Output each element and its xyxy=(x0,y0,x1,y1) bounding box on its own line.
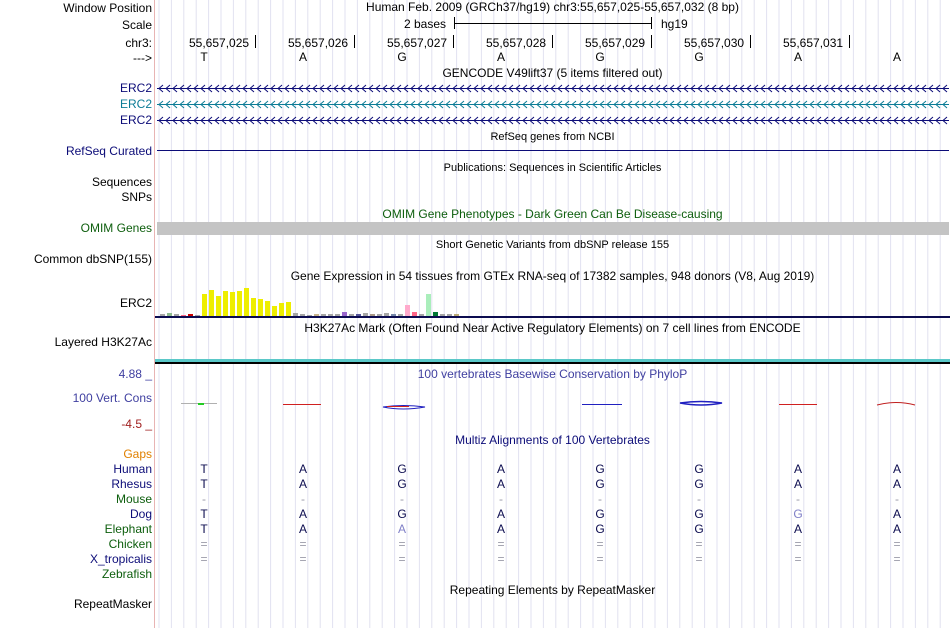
aligned-base: A xyxy=(397,522,406,536)
aligned-base: A xyxy=(496,507,505,521)
aligned-base: G xyxy=(694,522,704,536)
aligned-base: G xyxy=(595,462,605,476)
h3k27ac-title[interactable]: H3K27Ac Mark (Often Found Near Active Regulatory Elements) on 7 cell lines from ENCODE xyxy=(304,321,801,335)
phylop-min-label: -4.5 _ xyxy=(121,417,152,431)
gtex-tissue-bar[interactable] xyxy=(426,294,431,316)
window-position-label: Window Position xyxy=(63,1,152,15)
reference-base: G xyxy=(694,50,704,64)
refseq-label[interactable]: RefSeq Curated xyxy=(65,144,152,158)
snps-label[interactable]: SNPs xyxy=(121,190,152,204)
coordinate-tick-label: 55,657,027 xyxy=(387,36,448,50)
phylop-mark-1-peak xyxy=(198,403,204,405)
gtex-tissue-bar[interactable] xyxy=(244,288,249,316)
gtex-tissue-bar[interactable] xyxy=(405,305,410,316)
dbsnp-label[interactable]: Common dbSNP(155) xyxy=(33,252,152,266)
aligned-base: A xyxy=(793,522,802,536)
left-border xyxy=(154,0,155,628)
aligned-base: = xyxy=(200,552,208,566)
aligned-base: G xyxy=(397,462,407,476)
coordinate-tick-label: 55,657,026 xyxy=(288,36,349,50)
aligned-base: = xyxy=(497,537,505,551)
gtex-tissue-bar[interactable] xyxy=(286,302,291,316)
sequences-label[interactable]: Sequences xyxy=(91,175,152,189)
aligned-base: - xyxy=(499,492,503,506)
aligned-base: - xyxy=(400,492,404,506)
aligned-base: = xyxy=(299,537,307,551)
aligned-base: - xyxy=(697,492,701,506)
phylop-mark-6 xyxy=(779,404,817,405)
scale-label: Scale xyxy=(121,18,152,32)
gtex-tissue-bar[interactable] xyxy=(223,291,228,316)
aligned-base: = xyxy=(794,537,802,551)
coordinate-tick xyxy=(849,35,850,48)
gencode-item-label[interactable]: ERC2 xyxy=(119,113,152,127)
coordinate-tick-label: 55,657,029 xyxy=(585,36,646,50)
coordinate-tick-label: 55,657,025 xyxy=(189,36,250,50)
scale-bar-right-cap xyxy=(651,17,652,29)
gtex-tissue-bar[interactable] xyxy=(258,299,263,316)
aligned-base: G xyxy=(793,507,803,521)
aligned-base: T xyxy=(200,477,208,491)
reference-base: A xyxy=(496,50,505,64)
gencode-item-label[interactable]: ERC2 xyxy=(119,97,152,111)
reference-base: A xyxy=(793,50,802,64)
reference-base: T xyxy=(200,50,208,64)
aligned-base: A xyxy=(892,477,901,491)
refseq-gene-line[interactable] xyxy=(157,150,949,151)
species-label[interactable]: Human xyxy=(113,462,152,476)
phylop-label[interactable]: 100 Vert. Cons xyxy=(72,391,152,405)
aligned-base: A xyxy=(496,462,505,476)
h3k27ac-label[interactable]: Layered H3K27Ac xyxy=(54,335,152,349)
aligned-base: = xyxy=(398,552,406,566)
multiz-title[interactable]: Multiz Alignments of 100 Vertebrates xyxy=(455,433,650,447)
aligned-base: G xyxy=(694,507,704,521)
aligned-base: A xyxy=(496,522,505,536)
scale-db: hg19 xyxy=(661,17,688,31)
aligned-base: - xyxy=(301,492,305,506)
omim-label[interactable]: OMIM Genes xyxy=(80,221,152,235)
aligned-base: - xyxy=(202,492,206,506)
aligned-base: A xyxy=(298,522,307,536)
scale-bar xyxy=(454,23,652,24)
gtex-title[interactable]: Gene Expression in 54 tissues from GTEx RNA-seq of 17382 samples, 948 donors (V8, Aug 2019) xyxy=(290,269,815,283)
phylop-mark-4 xyxy=(582,404,622,405)
aligned-base: = xyxy=(893,552,901,566)
chrom-label: chr3: xyxy=(125,36,152,50)
phylop-mark-3-neg xyxy=(387,406,409,407)
coordinate-tick xyxy=(255,35,256,48)
species-label[interactable]: Chicken xyxy=(108,537,152,551)
aligned-base: = xyxy=(596,537,604,551)
reference-base: G xyxy=(595,50,605,64)
coordinate-tick-label: 55,657,031 xyxy=(783,36,844,50)
aligned-base: G xyxy=(397,477,407,491)
gtex-separator xyxy=(155,316,950,318)
gtex-tissue-bar[interactable] xyxy=(272,306,277,316)
aligned-base: A xyxy=(793,462,802,476)
refseq-title[interactable]: RefSeq genes from NCBI xyxy=(490,131,615,143)
gtex-tissue-bar[interactable] xyxy=(230,292,235,316)
gtex-tissue-bar[interactable] xyxy=(237,291,242,316)
aligned-base: T xyxy=(200,522,208,536)
gtex-bar-chart[interactable] xyxy=(160,284,520,316)
aligned-base: T xyxy=(200,462,208,476)
aligned-base: = xyxy=(497,552,505,566)
publications-title[interactable]: Publications: Sequences in Scientific Articles xyxy=(443,162,662,174)
omim-gene-bar[interactable] xyxy=(157,222,949,235)
aligned-base: = xyxy=(794,552,802,566)
gencode-transcript[interactable] xyxy=(157,84,949,93)
species-label[interactable]: X_tropicalis xyxy=(89,552,152,566)
gtex-tissue-bar[interactable] xyxy=(251,298,256,316)
gtex-tissue-bar[interactable] xyxy=(216,296,221,316)
species-label[interactable]: Rhesus xyxy=(111,477,152,491)
aligned-base: G xyxy=(595,507,605,521)
aligned-base: = xyxy=(200,537,208,551)
coordinate-tick xyxy=(750,35,751,48)
gtex-tissue-bar[interactable] xyxy=(202,294,207,316)
phylop-mark-2 xyxy=(283,404,321,405)
species-label[interactable]: Zebrafish xyxy=(101,567,152,581)
reference-base: G xyxy=(397,50,407,64)
reference-base: A xyxy=(298,50,307,64)
gaps-label[interactable]: Gaps xyxy=(123,447,152,461)
coordinate-tick xyxy=(453,35,454,48)
aligned-base: A xyxy=(892,507,901,521)
aligned-base: A xyxy=(892,462,901,476)
aligned-base: = xyxy=(893,537,901,551)
aligned-base: = xyxy=(596,552,604,566)
species-label[interactable]: Elephant xyxy=(104,522,152,536)
aligned-base: = xyxy=(299,552,307,566)
reference-base: A xyxy=(892,50,901,64)
gtex-tissue-bar[interactable] xyxy=(209,290,214,316)
aligned-base: - xyxy=(796,492,800,506)
gencode-transcript[interactable] xyxy=(157,116,949,125)
coordinate-tick xyxy=(354,35,355,48)
coordinate-tick-label: 55,657,030 xyxy=(684,36,745,50)
aligned-base: = xyxy=(398,537,406,551)
phylop-signal[interactable] xyxy=(155,396,950,412)
phylop-max-label: 4.88 _ xyxy=(118,367,152,381)
aligned-base: G xyxy=(595,522,605,536)
gencode-item-label[interactable]: ERC2 xyxy=(119,81,152,95)
aligned-base: A xyxy=(298,462,307,476)
omim-title[interactable]: OMIM Gene Phenotypes - Dark Green Can Be Disease-causing xyxy=(382,207,723,221)
aligned-base: A xyxy=(793,477,802,491)
aligned-base: - xyxy=(598,492,602,506)
aligned-base: A xyxy=(496,477,505,491)
aligned-base: = xyxy=(695,552,703,566)
aligned-base: A xyxy=(298,477,307,491)
phylop-title[interactable]: 100 vertebrates Basewise Conservation by PhyloP xyxy=(417,367,688,381)
species-label[interactable]: Mouse xyxy=(115,492,152,506)
gtex-label[interactable]: ERC2 xyxy=(119,296,152,310)
aligned-base: = xyxy=(695,537,703,551)
aligned-base: G xyxy=(397,507,407,521)
scale-bar-left-cap xyxy=(454,17,455,29)
aligned-base: G xyxy=(595,477,605,491)
phylop-mark-7 xyxy=(877,403,915,406)
aligned-base: T xyxy=(200,507,208,521)
repeatmasker-label[interactable]: RepeatMasker xyxy=(73,597,152,611)
coordinate-tick xyxy=(651,35,652,48)
dbsnp-title[interactable]: Short Genetic Variants from dbSNP release 155 xyxy=(435,239,670,251)
aligned-base: G xyxy=(694,462,704,476)
scale-text: 2 bases xyxy=(404,17,447,31)
phylop-mark-5 xyxy=(680,402,722,406)
coordinate-tick xyxy=(552,35,553,48)
species-label[interactable]: Dog xyxy=(129,507,152,521)
aligned-base: A xyxy=(892,522,901,536)
repeatmasker-title[interactable]: Repeating Elements by RepeatMasker xyxy=(449,583,656,597)
gtex-tissue-bar[interactable] xyxy=(279,303,284,316)
coordinate-tick-label: 55,657,028 xyxy=(486,36,547,50)
aligned-base: - xyxy=(895,492,899,506)
aligned-base: G xyxy=(694,477,704,491)
assembly-position: Human Feb. 2009 (GRCh37/hg19) chr3:55,657,025-55,657,032 (8 bp) xyxy=(366,0,739,14)
h3k27ac-separator xyxy=(155,362,950,364)
aligned-base: A xyxy=(298,507,307,521)
gencode-transcript[interactable] xyxy=(157,100,949,109)
gtex-tissue-bar[interactable] xyxy=(265,301,270,316)
strand-label: ---> xyxy=(133,51,152,65)
gencode-title[interactable]: GENCODE V49lift37 (5 items filtered out) xyxy=(442,66,663,80)
